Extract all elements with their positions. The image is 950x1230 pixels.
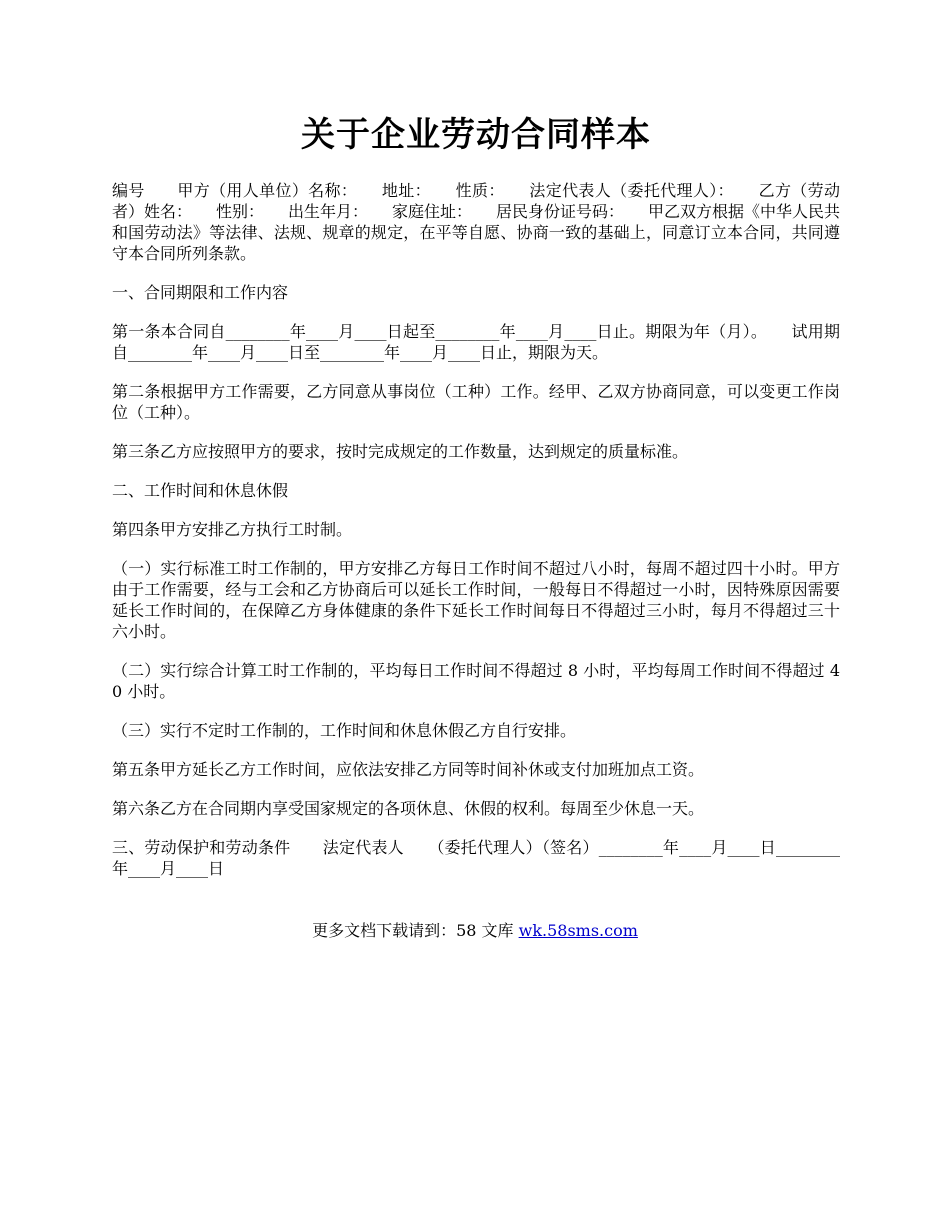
download-footer	[0, 920, 950, 942]
section-heading-2: 二、工作时间和休息休假	[112, 481, 289, 500]
article-2: 第二条根据甲方工作需要，乙方同意从事岗位（工种）工作。经甲、乙双方协商同意，可以变更工作岗位（工种）。	[112, 382, 840, 422]
footer-link[interactable]: wk.58sms.com	[518, 921, 638, 940]
article-1: 第一条本合同自________年____月____日起至________年____月____日止。期限为年（月）。 试用期自________年____月____日至________年____月____日止，期限为天。	[112, 322, 840, 362]
document-page	[112, 112, 840, 897]
clause-flexible-hours: （三）实行不定时工作制的，工作时间和休息休假乙方自行安排。	[112, 721, 577, 740]
contract-parties-intro: 编号 甲方（用人单位）名称： 地址： 性质： 法定代表人（委托代理人）： 乙方（劳动者）姓名： 性别： 出生年月： 家庭住址： 居民身份证号码： 甲乙双方根据《中华人民共和国劳动法》等法律、法规、规章的规定，在平等自愿、协商一致的基础上，同意订立本合同，共同遵守本合同所列条款。	[112, 181, 841, 263]
article-3: 第三条乙方应按照甲方的要求，按时完成规定的工作数量，达到规定的质量标准。	[112, 442, 689, 461]
section-heading-3-signature: 三、劳动保护和劳动条件 法定代表人 （委托代理人）（签名）________年____月____日________年____月____日	[112, 838, 840, 878]
article-4: 第四条甲方安排乙方执行工时制。	[112, 520, 353, 539]
article-5: 第五条甲方延长乙方工作时间，应依法安排乙方同等时间补休或支付加班加点工资。	[112, 760, 705, 779]
clause-comprehensive-hours: （二）实行综合计算工时工作制的，平均每日工作时间不得超过 8 小时，平均每周工作时间不得超过 40 小时。	[112, 661, 840, 701]
article-6: 第六条乙方在合同期内享受国家规定的各项休息、休假的权利。每周至少休息一天。	[112, 799, 705, 818]
clause-standard-hours: （一）实行标准工时工作制的，甲方安排乙方每日工作时间不超过八小时，每周不超过四十小时。甲方由于工作需要，经与工会和乙方协商后可以延长工作时间，一般每日不得超过一小时，因特殊原因需要延长工作时间的，在保障乙方身体健康的条件下延长工作时间每日不得超过三小时，每月不得超过三十六小时。	[112, 559, 840, 641]
document-title: 关于企业劳动合同样本	[301, 115, 651, 155]
section-heading-1: 一、合同期限和工作内容	[112, 283, 289, 302]
footer-text: 更多文档下载请到：58 文库	[312, 921, 519, 940]
